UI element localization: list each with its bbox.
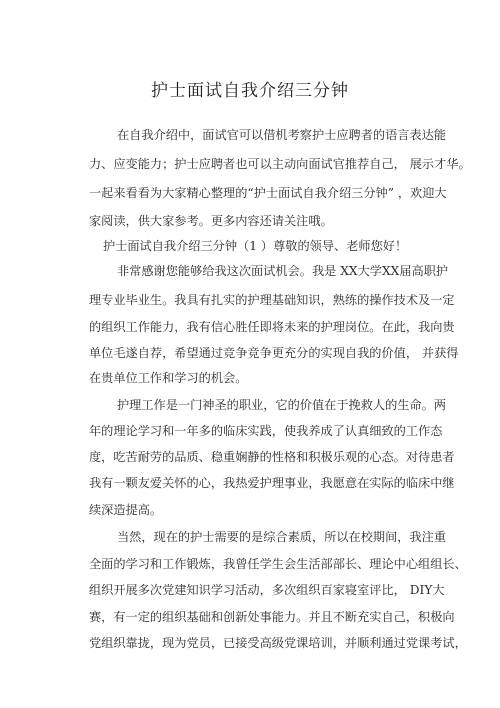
paragraph-line: 我有一颗友爱关怀的心，我热爱护理事业，我愿意在实际的临床中继 [89, 476, 455, 490]
paragraph-line: 家阅读，供大家参考。更多内容还请关注哦。 [89, 214, 333, 228]
paragraph-line: 党组织靠拢，现为党员，已接受高级党课培训，并顺利通过党课考试， [89, 636, 467, 650]
paragraph-line: 在贵单位工作和学习的机会。 [89, 371, 248, 385]
paragraph-line: 度，吃苦耐劳的品质、稳重娴静的性格和积极乐观的心态。对待患者 [89, 450, 455, 464]
paragraph-line: 单位毛遂自荐，希望通过竞争竞争更充分的实现自我的价值， 并获得 [89, 346, 459, 360]
paragraph-line: 的组织工作能力，我有信心胜任即将未来的护理岗位。在此，我向贵 [89, 320, 455, 334]
paragraph-line: 全面的学习和工作锻炼，我曾任学生会生活部部长、理论中心组组长、 [89, 557, 467, 571]
paragraph-line: 力、应变能力；护士应聘者也可以主动向面试官推荐自己， 展示才华。 [89, 157, 471, 171]
paragraph-line: 一起来看看为大家精心整理的“护士面试自我介绍三分钟” ，欢迎大 [89, 186, 447, 200]
paragraph-line: 年的理论学习和一年多的临床实践，使我养成了认真细致的工作态 [89, 424, 443, 438]
paragraph-line: 在自我介绍中，面试官可以借机考察护士应聘者的语言表达能 [117, 128, 447, 142]
paragraph-line: 当然，现在的护士需要的是综合素质，所以在校期间，我注重 [117, 530, 447, 544]
paragraph-line: 理专业毕业生。我具有扎实的护理基础知识，熟练的操作技术及一定 [89, 293, 455, 307]
paragraph-line: 组织开展多次党建知识学习活动，多次组织百家寝室评比， DIY大 [89, 583, 445, 597]
paragraph-line: 护士面试自我介绍三分钟（1 ）尊敬的领导、老师您好！ [103, 239, 408, 253]
paragraph-line: 护理工作是一门神圣的职业，它的价值在于挽救人的生命。两 [117, 398, 447, 412]
document-title: 护士面试自我介绍三分钟 [151, 81, 349, 101]
paragraph-line: 续深造提高。 [89, 503, 163, 517]
paragraph-line: 赛，有一定的组织基础和创新处事能力。并且不断充实自己，积极向 [89, 610, 455, 624]
paragraph-line: 非常感谢您能够给我这次面试机会。我是 XX大学XX届高职护 [117, 264, 449, 278]
